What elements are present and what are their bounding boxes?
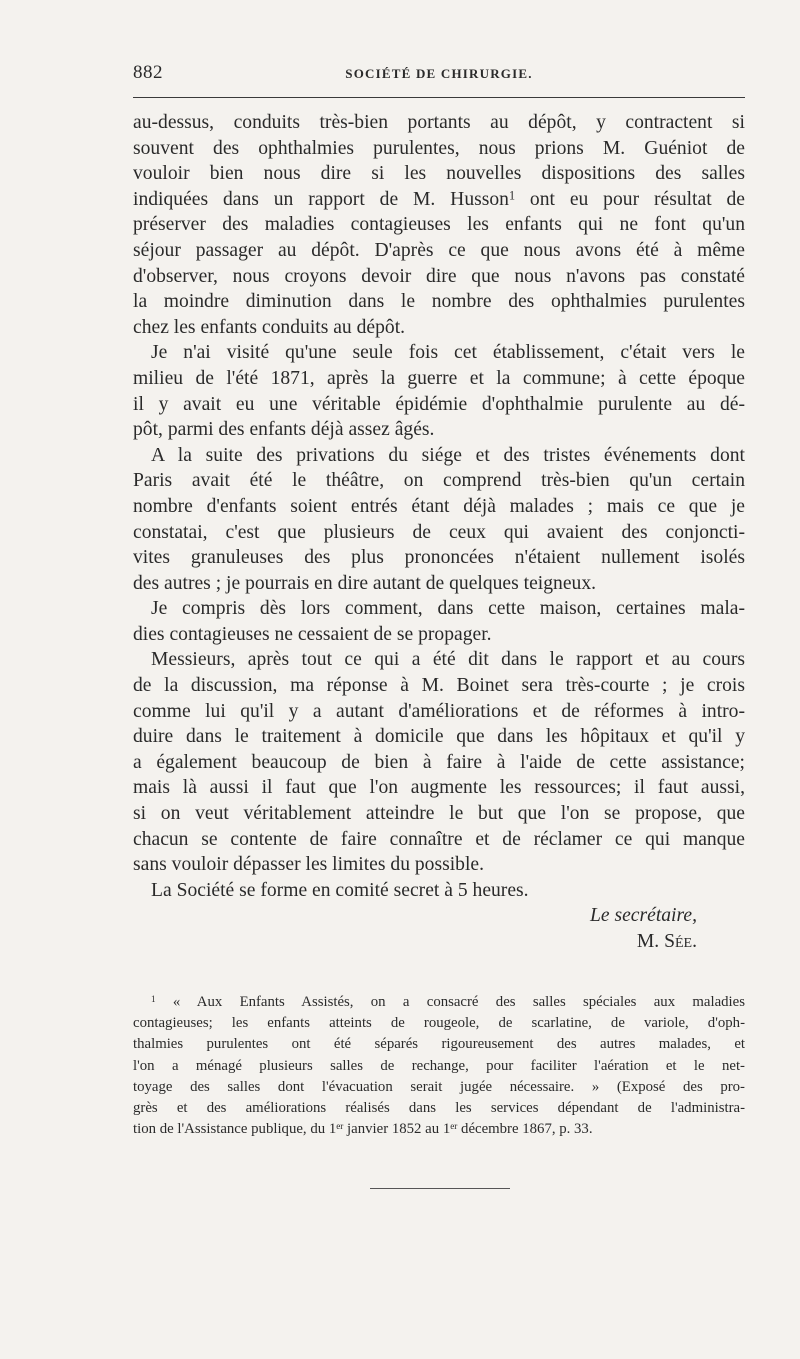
footnotes — [133, 992, 745, 1140]
body-line: de la discussion, ma réponse à M. Boinet sera très-courte ; je crois — [133, 675, 745, 697]
footnote-line: thalmies purulentes ont été séparés rigoureusement des autres malades, et — [133, 1036, 745, 1053]
signature-name: M. Sée. — [636, 931, 697, 952]
body-line: vites granuleuses des plus prononcées n'étaient nullement isolés — [133, 547, 745, 569]
footnote-number: 1 — [151, 993, 156, 1004]
footnote-line: toyage des salles dont l'évacuation serait jugée nécessaire. » (Exposé des pro- — [133, 1078, 745, 1095]
body-line: A la suite des privations du siége et des tristes événements dont — [151, 444, 745, 466]
body-line: comme lui qu'il y a autant d'améliorations et de réformes à intro- — [133, 700, 745, 722]
body-line: souvent des ophthalmies purulentes, nous prions M. Guéniot de — [133, 137, 745, 159]
body-line: d'observer, nous croyons devoir dire que nous n'avons pas constaté — [133, 265, 745, 287]
body-line: Je compris dès lors comment, dans cette maison, certaines mala- — [151, 598, 745, 620]
body-line: sans vouloir dépasser les limites du possible. — [133, 854, 485, 876]
body-line: duire dans le traitement à domicile que dans les hôpitaux et qu'il y — [133, 726, 745, 748]
footnote-line: grès et des améliorations réalisés dans les services dépendant de l'administra- — [133, 1099, 745, 1116]
body-line: au-dessus, conduits très-bien portants au dépôt, y contractent si — [133, 112, 745, 133]
body-line: nombre d'enfants soient entrés étant déjà malades ; mais ce que je — [133, 495, 745, 517]
footnote-line: contagieuses; les enfants atteints de rougeole, de scarlatine, de variole, d'oph- — [133, 1015, 745, 1032]
body-line: La Société se forme en comité secret à 5 heures. — [151, 879, 529, 901]
footnote-reference[interactable]: 1 — [508, 188, 516, 203]
body-line: si on veut véritablement atteindre le but que l'on se propose, que — [133, 803, 745, 825]
body-line: a également beaucoup de bien à faire à l'aide de cette assistance; — [133, 751, 745, 773]
body-line: Paris avait été le théâtre, on comprend très-bien qu'un certain — [133, 470, 745, 492]
page-header — [133, 60, 745, 92]
page-number: 882 — [133, 62, 163, 83]
body-line: milieu de l'été 1871, après la guerre et la commune; à cette époque — [133, 367, 745, 389]
body-line: Je n'ai visité qu'une seule fois cet établissement, c'était vers le — [151, 342, 745, 364]
body-line: il y avait eu une véritable épidémie d'ophthalmie purulente au dé- — [133, 393, 745, 415]
signature-title: Le secrétaire, — [589, 905, 697, 927]
body-line: pôt, parmi des enfants déjà assez âgés. — [133, 419, 435, 441]
body-line: séjour passager au dépôt. D'après ce que nous avons été à même — [133, 239, 745, 261]
end-rule — [370, 1188, 510, 1189]
header-rule — [133, 97, 745, 98]
body-line: chacun se contente de faire connaître et de réclamer ce qui manque — [133, 828, 745, 850]
footnote-line: l'on a ménagé plusieurs salles de rechange, pour faciliter l'aération et le net- — [133, 1057, 745, 1074]
body-line: indiquées dans un rapport de M. Husson$^1$ ont eu pour résultat de — [133, 188, 745, 210]
body-line: la moindre diminution dans le nombre des ophthalmies purulentes — [133, 291, 745, 313]
body-line: Messieurs, après tout ce qui a été dit dans le rapport et au cours — [151, 649, 745, 671]
body-line: constatai, c'est que plusieurs de ceux qui avaient des conjoncti- — [133, 521, 745, 543]
footnote-line: tion de l'Assistance publique, du 1er janvier 1852 au 1er décembre 1867, p. 33. — [133, 1121, 593, 1138]
body-line: chez les enfants conduits au dépôt. — [133, 316, 406, 338]
body-line: des autres ; je pourrais en dire autant de quelques teigneux. — [133, 572, 597, 594]
body-line: mais là aussi il faut que l'on augmente les ressources; il faut aussi, — [133, 777, 745, 799]
body-line: dies contagieuses ne cessaient de se propager. — [133, 623, 492, 645]
body-line: préserver des maladies contagieuses les enfants qui ne font qu'un — [133, 214, 745, 236]
body-line: vouloir bien nous dire si les nouvelles dispositions des salles — [133, 163, 745, 185]
footnote-line: $^1$ « Aux Enfants Assistés, on a consacré des salles spéciales aux maladies — [151, 993, 745, 1010]
running-head: SOCIÉTÉ DE CHIRURGIE. — [345, 66, 533, 81]
body-text — [133, 110, 745, 955]
